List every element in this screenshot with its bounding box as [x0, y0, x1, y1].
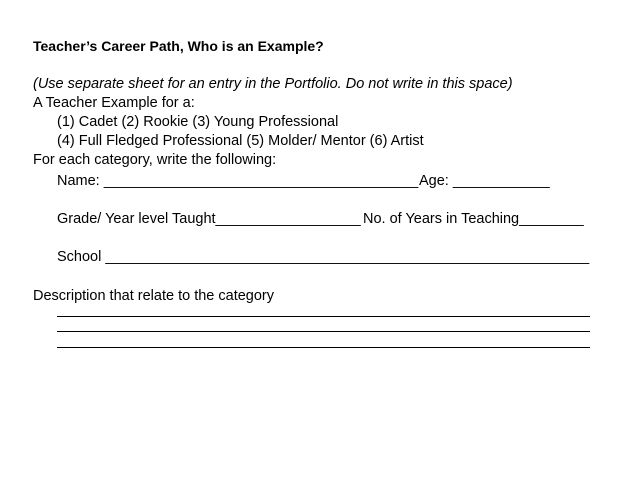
years-field-label: No. of Years in Teaching________	[363, 211, 584, 227]
intro-text: A Teacher Example for a:	[33, 95, 195, 111]
description-line-3	[57, 347, 590, 348]
instruction-text: For each category, write the following:	[33, 152, 277, 168]
age-field-label: Age: ____________	[419, 173, 550, 189]
school-field-label: School ____________________________________________________________	[57, 249, 590, 265]
page-title: Teacher’s Career Path, Who is an Example?	[33, 38, 324, 54]
description-line-1	[57, 316, 590, 317]
name-field-label: Name: _______________________________________	[57, 173, 419, 189]
description-label: Description that relate to the category	[33, 288, 274, 304]
levels-line-2: (4) Full Fledged Professional (5) Molder/ Mentor (6) Artist	[57, 133, 424, 149]
grade-field-label: Grade/ Year level Taught__________________	[57, 211, 361, 227]
description-line-2	[57, 331, 590, 332]
levels-line-1: (1) Cadet (2) Rookie (3) Young Professional	[57, 114, 339, 130]
instruction-note: (Use separate sheet for an entry in the Portfolio. Do not write in this space)	[33, 76, 513, 92]
